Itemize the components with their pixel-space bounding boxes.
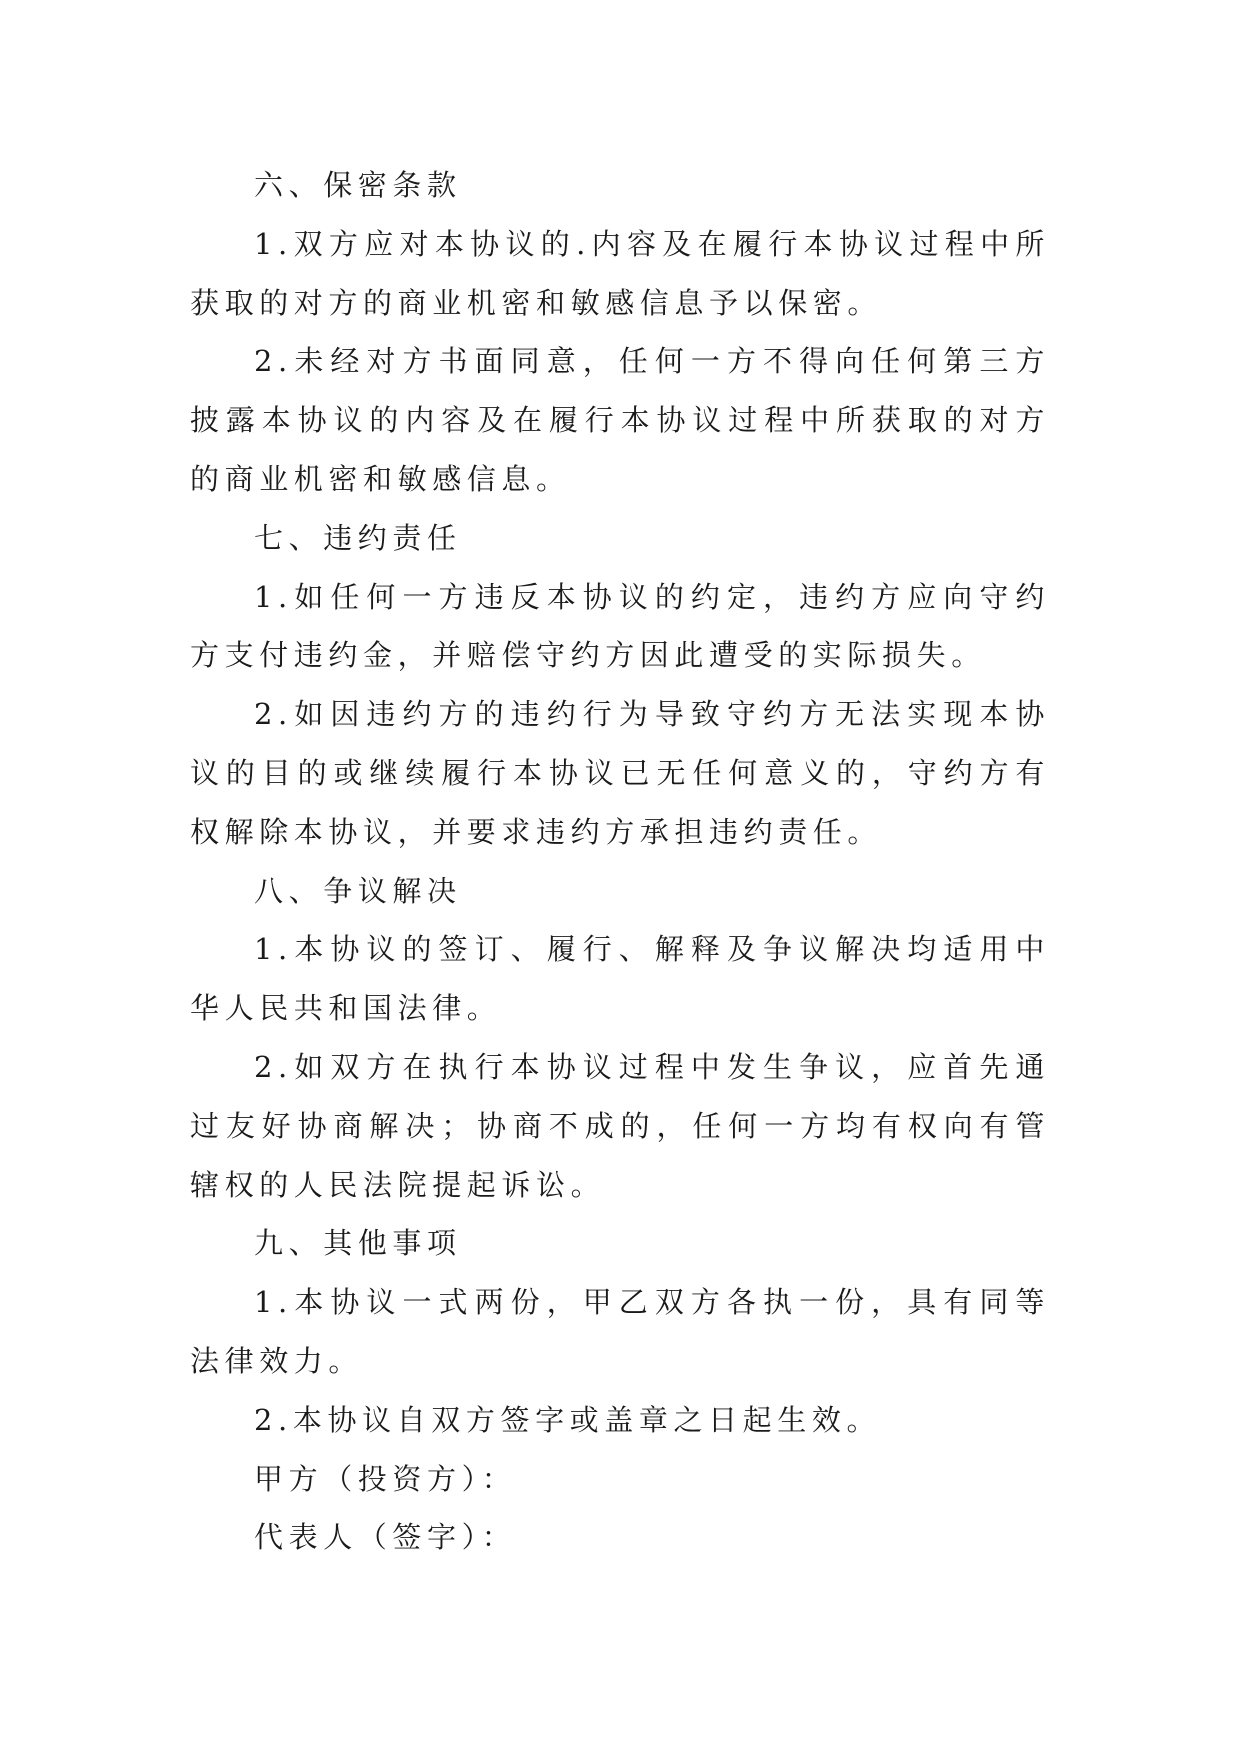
signature-party-a: 甲方（投资方）： xyxy=(254,1461,517,1496)
clause: 1.双方应对本协议的.内容及在履行本协议过程中所获取的对方的商业机密和敏感信息予以保密。 xyxy=(190,226,1050,320)
document-body xyxy=(190,156,1050,1567)
section-heading: 九、其他事项 xyxy=(254,1226,462,1261)
clause: 2.未经对方书面同意，任何一方不得向任何第三方披露本协议的内容及在履行本协议过程中所获取的对方的商业机密和敏感信息。 xyxy=(190,344,1050,496)
clause: 2.本协议自双方签字或盖章之日起生效。 xyxy=(254,1402,882,1437)
clause: 1.本协议的签订、履行、解释及争议解决均适用中华人民共和国法律。 xyxy=(190,932,1050,1026)
section-heading: 六、保密条款 xyxy=(254,168,462,202)
section-heading: 七、违约责任 xyxy=(254,520,462,555)
clause: 1.如任何一方违反本协议的约定，违约方应向守约方支付违约金，并赔偿守约方因此遭受的实际损失。 xyxy=(190,579,1050,673)
clause: 1.本协议一式两份，甲乙双方各执一份，具有同等法律效力。 xyxy=(190,1285,1050,1378)
clause: 2.如双方在执行本协议过程中发生争议，应首先通过友好协商解决；协商不成的，任何一方均有权向有管辖权的人民法院提起诉讼。 xyxy=(190,1049,1050,1202)
section-heading: 八、争议解决 xyxy=(254,873,462,908)
signature-representative: 代表人（签字）： xyxy=(254,1520,517,1555)
clause: 2.如因违约方的违约行为导致守约方无法实现本协议的目的或继续履行本协议已无任何意义的，守约方有权解除本协议，并要求违约方承担违约责任。 xyxy=(190,697,1050,849)
